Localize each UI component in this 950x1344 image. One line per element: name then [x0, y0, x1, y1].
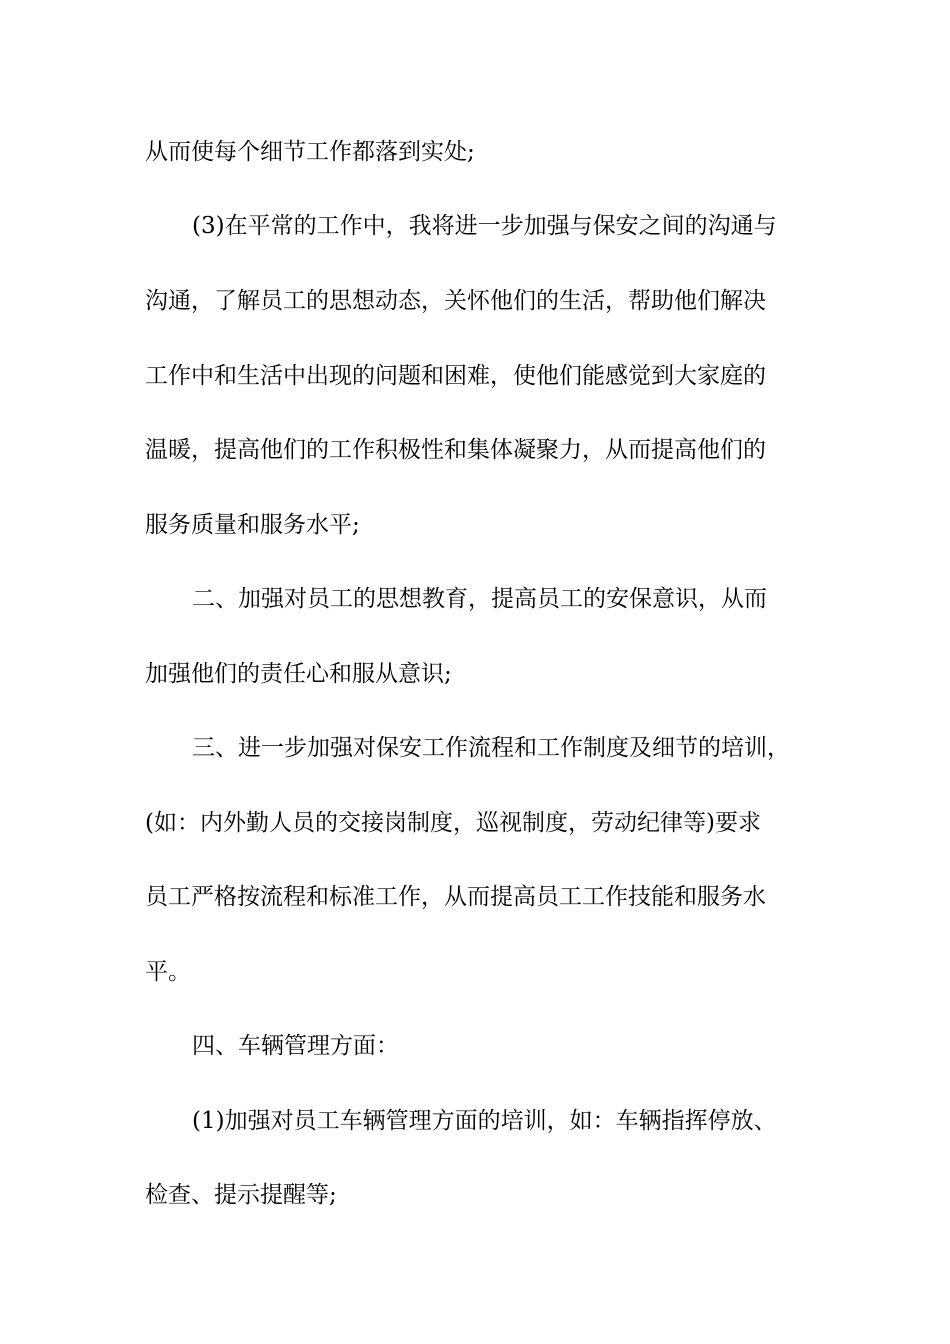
- paragraph-line: 检查、提示提醒等;: [145, 1182, 337, 1208]
- paragraph-line: 工作中和生活中出现的问题和困难，使他们能感觉到大家庭的: [145, 363, 766, 389]
- paragraph-line: 四、车辆管理方面：: [192, 1033, 399, 1059]
- paragraph-line: (如：内外勤人员的交接岗制度，巡视制度，劳动纪律等)要求: [145, 810, 761, 836]
- paragraph-line: 三、进一步加强对保安工作流程和工作制度及细节的培训，: [192, 735, 790, 761]
- paragraph-line: 温暖，提高他们的工作积极性和集体凝聚力，从而提高他们的: [145, 437, 766, 463]
- paragraph-line: (3)在平常的工作中，我将进一步加强与保安之间的沟通与: [192, 213, 777, 239]
- paragraph-line: 员工严格按流程和标准工作，从而提高员工工作技能和服务水: [145, 884, 766, 910]
- paragraph-line: (1)加强对员工车辆管理方面的培训，如：车辆指挥停放、: [192, 1108, 777, 1134]
- paragraph-line: 沟通，了解员工的思想动态，关怀他们的生活，帮助他们解决: [145, 288, 766, 314]
- paragraph-line: 从而使每个细节工作都落到实处;: [145, 139, 475, 165]
- paragraph-line: 加强他们的责任心和服从意识;: [145, 661, 452, 687]
- paragraph-line: 二、加强对员工的思想教育，提高员工的安保意识，从而: [192, 586, 767, 612]
- paragraph-line: 平。: [145, 959, 191, 985]
- paragraph-line: 服务质量和服务水平;: [145, 512, 360, 538]
